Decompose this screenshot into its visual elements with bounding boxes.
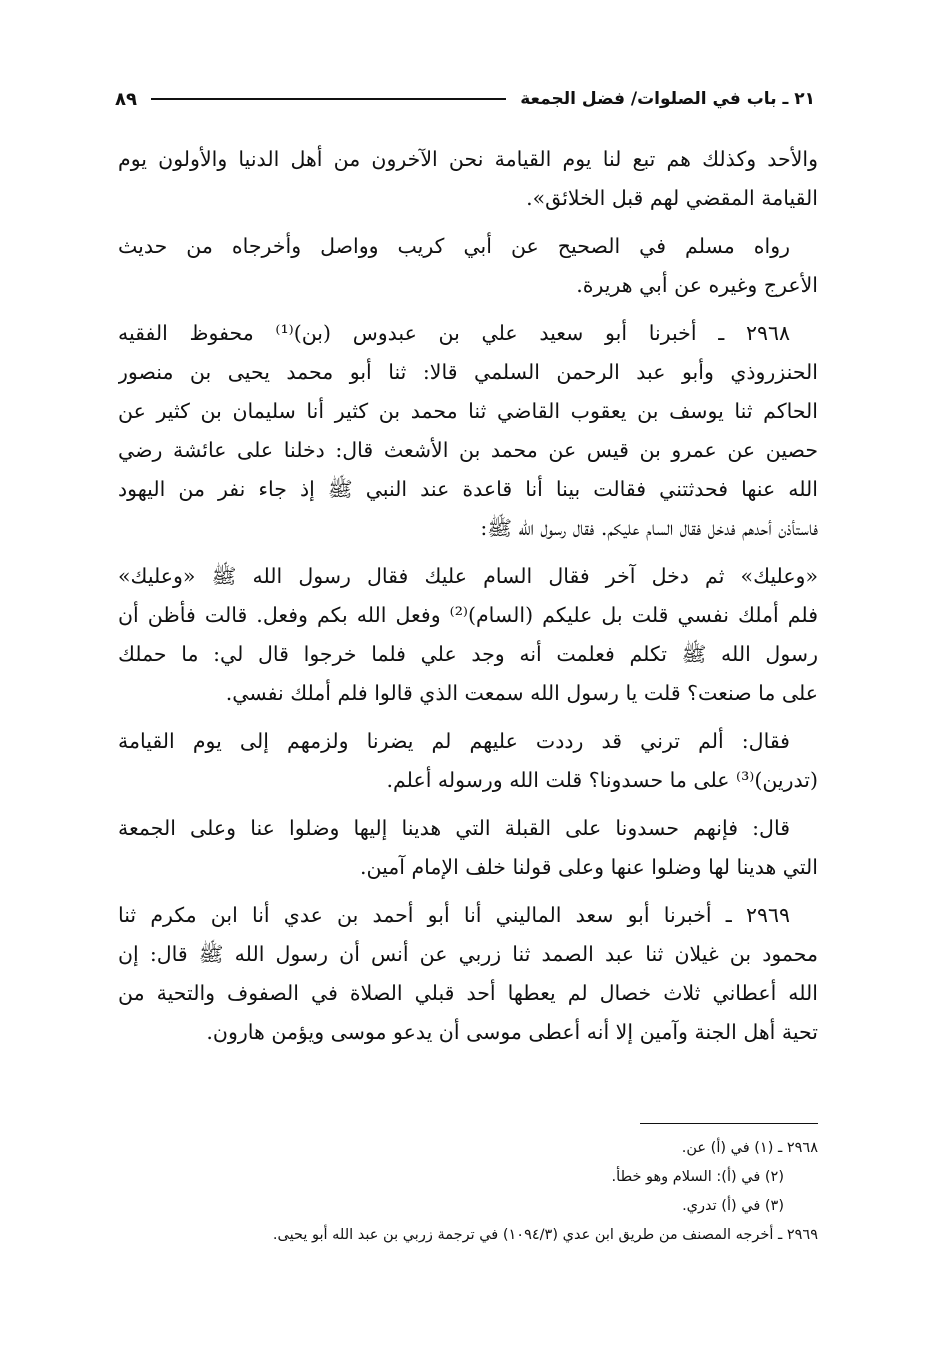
text-line: التي هدينا لها وضلوا عنها وعلى قولنا خلف الإمام آمين. <box>359 855 818 879</box>
text-line: رسول الله ﷺ تكلم فعلمت أنه وجد علي فلما خرجوا قال لي: ما حملك <box>118 642 818 666</box>
footnote: ٢٩٦٨ ـ (١) في (أ) عن. <box>681 1140 818 1156</box>
footnote: (٢) في (أ): السلام وهو خطأ. <box>611 1169 784 1185</box>
text-line: فلم أملك نفسي قلت بل عليكم (السام)⁽²⁾ وفعل الله بكم وفعل. قالت فأظن أن <box>118 603 818 627</box>
text-line: فاستأذن أحدهم فدخل فقال السام عليكم. فقال رسول الله ﷺ: <box>480 516 818 540</box>
text-line: الأعرج وغيره عن أبي هريرة. <box>576 273 818 297</box>
text-line: قال: فإنهم حسدونا على القبلة التي هدينا إليها وضلوا عنا وعلى الجمعة <box>118 816 790 840</box>
footnote-separator <box>640 1123 818 1124</box>
text-line: الحنزروذي وأبو عبد الرحمن السلمي قالا: ثنا أبو محمد يحيى بن منصور <box>118 360 818 384</box>
page-number: ٨٩ <box>115 88 137 110</box>
footnote: (٣) في (أ) تدري. <box>682 1198 784 1214</box>
text-line: حصين عن عمرو بن قيس عن محمد بن الأشعث قال: دخلنا على عائشة رضي <box>118 438 818 462</box>
text-line: محمود بن غيلان ثنا عبد الصمد ثنا زربي عن أنس أن رسول الله ﷺ قال: إن <box>118 942 818 966</box>
text-line: والأحد وكذلك هم تبع لنا يوم القيامة نحن الآخرون من أهل الدنيا والأولون يوم <box>118 147 818 171</box>
text-line: الله أعطاني ثلاث خصال لم يعطها أحد قبلي الصلاة في الصفوف والتحية من <box>118 981 818 1005</box>
text-line: القيامة المقضي لهم قبل الخلائق». <box>526 186 818 210</box>
header-rule <box>151 98 506 100</box>
paragraph <box>118 314 818 548</box>
main-text <box>118 140 818 1061</box>
text-line: فقال: ألم ترني قد رددت عليهم لم يضرنا ولزمهم إلى يوم القيامة <box>118 729 790 753</box>
running-header <box>115 82 815 116</box>
paragraph <box>118 809 818 887</box>
paragraph <box>118 227 818 305</box>
paragraph <box>118 896 818 1052</box>
text-line: «وعليك» ثم دخل آخر فقال السام عليك فقال رسول الله ﷺ «وعليك» <box>118 564 818 588</box>
chapter-title: ٢١ ـ باب في الصلوات/ فضل الجمعة <box>520 89 815 109</box>
text-line: تحية أهل الجنة وآمين إلا أنه أعطى موسى أن يدعو موسى ويؤمن هارون. <box>206 1020 818 1044</box>
text-line: (تدرين)⁽³⁾ على ما حسدونا؟ قلت الله ورسوله أعلم. <box>386 768 818 792</box>
paragraph <box>118 557 818 713</box>
text-line: الله عنها فحدثتني فقالت بينا أنا قاعدة عند النبي ﷺ إذ جاء نفر من اليهود <box>118 477 818 501</box>
text-line: ٢٩٦٨ ـ أخبرنا أبو سعيد علي بن عبدوس (بن)⁽¹⁾ محفوظ الفقيه <box>118 321 790 345</box>
text-line: رواه مسلم في الصحيح عن أبي كريب وواصل وأخرجاه من حديث <box>118 234 790 258</box>
text-line: ٢٩٦٩ ـ أخبرنا أبو سعد الماليني أنا أبو أحمد بن عدي أنا ابن مكرم ثنا <box>118 903 790 927</box>
paragraph <box>118 140 818 218</box>
footnote: ٢٩٦٩ ـ أخرجه المصنف من طريق ابن عدي (١٠٩٤/٣) في ترجمة زربي بن عبد الله أبو يحيى. <box>272 1227 818 1243</box>
footnotes <box>118 1134 818 1250</box>
paragraph <box>118 722 818 800</box>
text-line: الحاكم ثنا يوسف بن يعقوب القاضي ثنا محمد بن كثير أنا سليمان بن كثير عن <box>118 399 818 423</box>
text-line: على ما صنعت؟ قلت يا رسول الله سمعت الذي قالوا فلم أملك نفسي. <box>225 681 818 705</box>
